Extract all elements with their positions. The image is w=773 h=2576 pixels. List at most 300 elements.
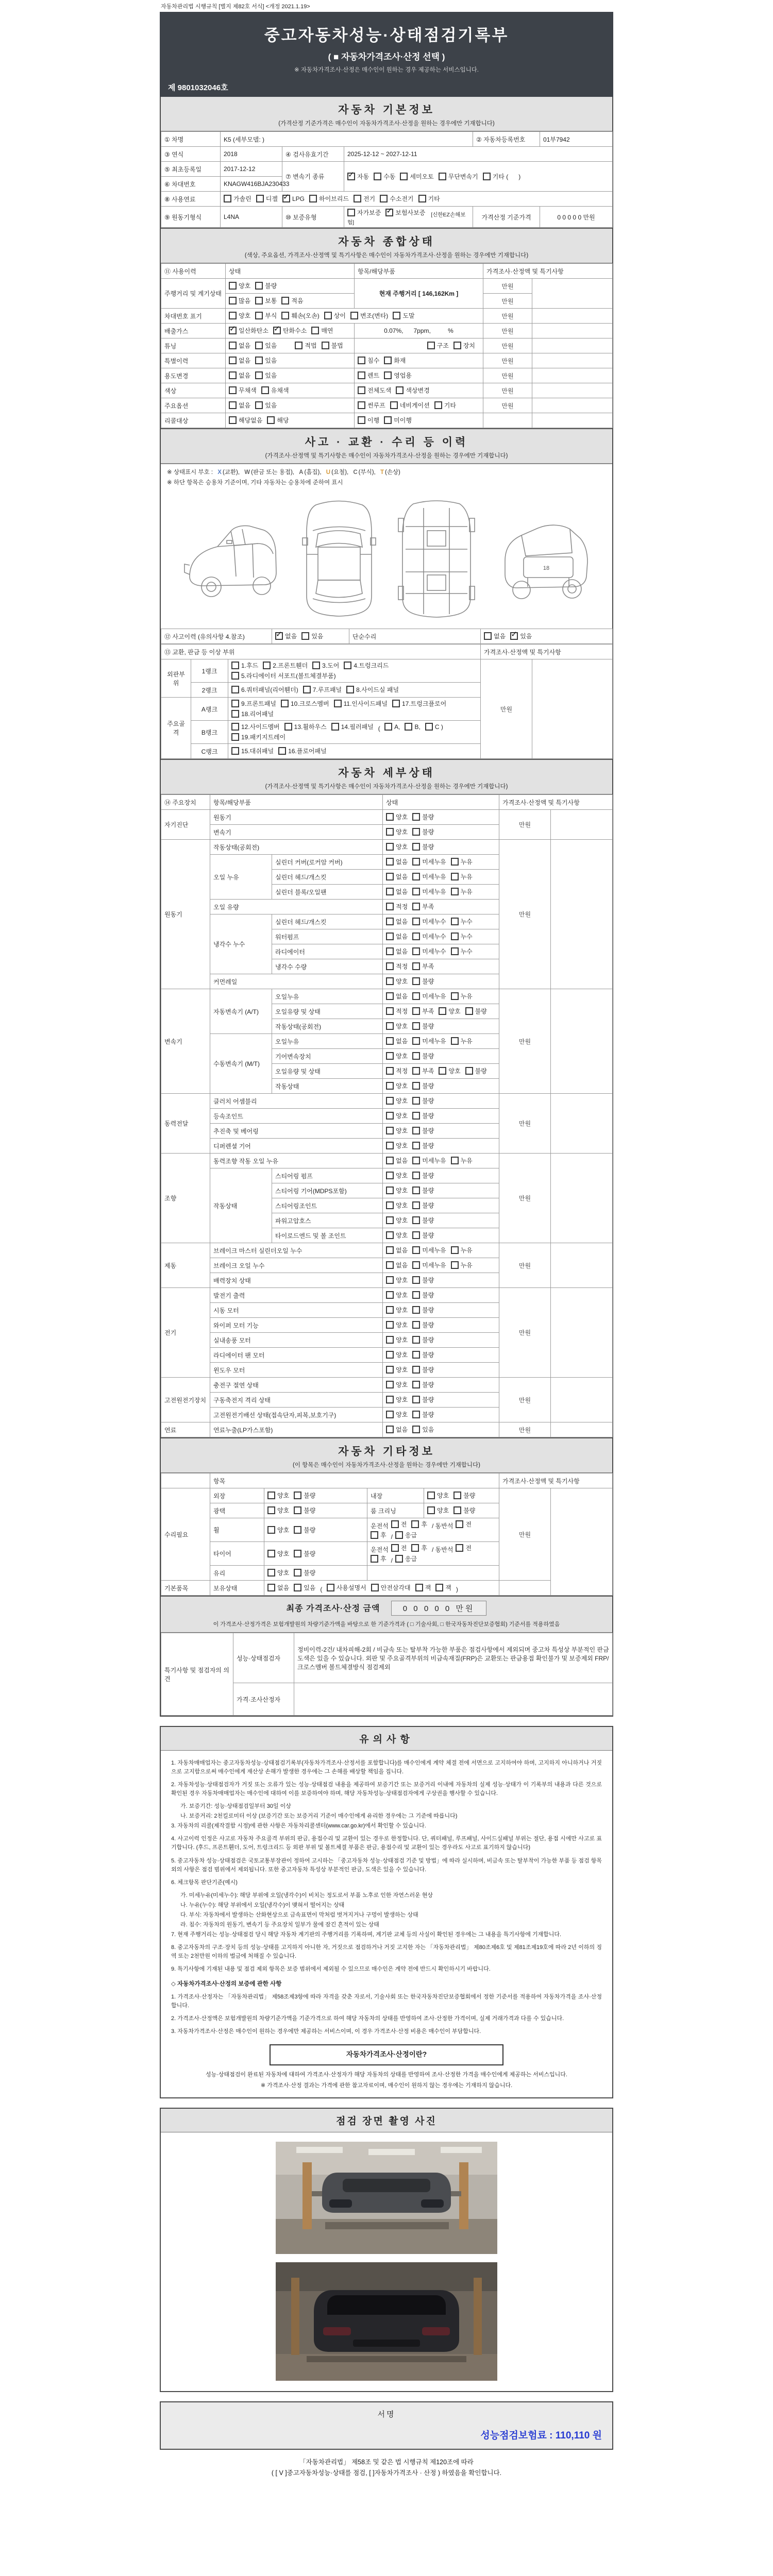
checkbox[interactable] (294, 1526, 301, 1534)
checkbox[interactable] (358, 357, 365, 364)
checkbox-option[interactable] (294, 1491, 315, 1500)
checkbox-option[interactable] (405, 723, 420, 731)
checkbox-option[interactable] (347, 172, 369, 181)
checkbox[interactable] (412, 1411, 420, 1418)
checkbox[interactable] (255, 297, 263, 304)
checkbox[interactable] (386, 1216, 394, 1224)
checkbox-option[interactable] (412, 857, 446, 866)
checked-checkbox[interactable] (347, 173, 355, 180)
checkbox-option[interactable] (267, 1568, 289, 1577)
checkbox-option[interactable] (412, 1186, 434, 1195)
checkbox[interactable] (255, 357, 263, 364)
checkbox-option[interactable] (412, 1022, 434, 1030)
checkbox[interactable] (322, 342, 329, 349)
checkbox[interactable] (324, 312, 332, 319)
checkbox[interactable] (412, 977, 420, 985)
checkbox-option[interactable] (386, 1216, 408, 1225)
checkbox[interactable] (465, 1067, 473, 1075)
checkbox-option[interactable] (229, 281, 250, 290)
checkbox-option[interactable] (267, 1583, 289, 1592)
checkbox-option[interactable] (453, 1506, 475, 1515)
checkbox[interactable] (229, 282, 237, 290)
checkbox[interactable] (386, 1231, 394, 1239)
checkbox[interactable] (412, 1187, 420, 1194)
checkbox[interactable] (295, 342, 303, 349)
checkbox-option[interactable] (412, 1096, 434, 1105)
checkbox-option[interactable] (439, 1066, 460, 1075)
checkbox[interactable] (386, 1097, 394, 1105)
checkbox-option[interactable] (224, 194, 251, 203)
checkbox-option[interactable] (294, 1568, 315, 1577)
checkbox[interactable] (451, 918, 459, 925)
checkbox-option[interactable] (393, 311, 414, 320)
checkbox-option[interactable] (412, 1081, 434, 1090)
checkbox[interactable] (412, 1067, 420, 1075)
checkbox[interactable] (267, 1492, 275, 1499)
checkbox-option[interactable] (396, 386, 429, 395)
checkbox[interactable] (451, 992, 459, 1000)
checkbox-option[interactable] (386, 887, 408, 896)
checkbox-option[interactable] (412, 1261, 446, 1269)
checkbox-option[interactable] (295, 341, 316, 350)
checkbox[interactable] (390, 401, 398, 409)
checkbox-option[interactable] (324, 311, 346, 320)
checkbox-option[interactable] (412, 1291, 434, 1299)
checkbox[interactable] (384, 416, 392, 424)
checkbox-option[interactable] (412, 1425, 434, 1434)
checkbox[interactable] (386, 813, 394, 821)
checkbox[interactable] (386, 1142, 394, 1149)
checkbox[interactable] (386, 1396, 394, 1403)
checkbox-option[interactable] (294, 1526, 315, 1534)
checkbox-option[interactable] (229, 371, 250, 380)
checkbox-option[interactable] (386, 1350, 408, 1359)
checkbox-option[interactable] (331, 722, 374, 731)
checkbox[interactable] (412, 1037, 420, 1045)
checkbox[interactable] (347, 209, 355, 216)
checkbox[interactable] (386, 1381, 394, 1388)
checkbox-option[interactable] (229, 386, 257, 395)
checkbox[interactable] (418, 195, 426, 202)
checkbox[interactable] (412, 1172, 420, 1179)
checkbox[interactable] (392, 700, 400, 707)
checkbox[interactable] (412, 1127, 420, 1134)
checkbox-option[interactable] (386, 1156, 408, 1165)
checkbox-option[interactable] (358, 356, 379, 365)
checkbox-option[interactable] (231, 671, 336, 680)
checkbox[interactable] (255, 371, 263, 379)
checkbox[interactable] (312, 662, 320, 669)
checkbox-option[interactable] (371, 1531, 386, 1539)
checkbox-option[interactable] (255, 311, 277, 320)
checkbox[interactable] (386, 1246, 394, 1254)
checkbox-option[interactable] (391, 1520, 407, 1529)
checkbox[interactable] (412, 888, 420, 895)
checkbox-option[interactable] (229, 416, 262, 425)
checkbox-option[interactable] (386, 1186, 408, 1195)
checkbox-option[interactable] (231, 685, 298, 694)
checkbox[interactable] (386, 977, 394, 985)
checkbox-option[interactable] (294, 1583, 315, 1592)
checkbox[interactable] (229, 401, 237, 409)
checkbox[interactable] (386, 1022, 394, 1030)
checkbox[interactable] (412, 1276, 420, 1284)
checkbox[interactable] (311, 327, 319, 334)
checkbox-option[interactable] (267, 1549, 289, 1558)
checkbox-option[interactable] (412, 827, 434, 836)
checkbox-option[interactable] (412, 1380, 434, 1389)
checkbox[interactable] (412, 1007, 420, 1015)
checkbox[interactable] (386, 1276, 394, 1284)
checkbox[interactable] (412, 1306, 420, 1314)
checkbox[interactable] (358, 401, 365, 409)
checkbox[interactable] (453, 342, 461, 349)
checkbox-option[interactable] (386, 812, 408, 821)
checkbox[interactable] (386, 888, 394, 895)
checkbox-option[interactable] (384, 356, 406, 365)
checkbox[interactable] (439, 1067, 446, 1075)
checkbox[interactable] (380, 195, 388, 202)
checkbox-option[interactable] (386, 1096, 408, 1105)
checkbox[interactable] (231, 733, 239, 741)
checkbox-option[interactable] (483, 172, 521, 181)
checkbox[interactable] (434, 401, 442, 409)
checkbox-option[interactable] (385, 208, 425, 217)
checkbox[interactable] (374, 173, 381, 180)
checkbox-option[interactable] (256, 194, 278, 203)
checkbox[interactable] (412, 1142, 420, 1149)
checkbox-option[interactable] (451, 992, 473, 1001)
checkbox-option[interactable] (412, 1231, 434, 1240)
checkbox-option[interactable] (231, 747, 274, 755)
checkbox-option[interactable] (358, 401, 385, 410)
checkbox-option[interactable] (386, 1141, 408, 1150)
checkbox[interactable] (231, 747, 239, 755)
checkbox[interactable] (415, 1584, 423, 1591)
checkbox-option[interactable] (386, 1335, 408, 1344)
checkbox-option[interactable] (386, 1410, 408, 1419)
checkbox[interactable] (327, 1584, 334, 1591)
checkbox[interactable] (412, 1396, 420, 1403)
checkbox[interactable] (412, 1157, 420, 1164)
checkbox-option[interactable] (390, 401, 430, 410)
checkbox[interactable] (386, 1336, 394, 1344)
checkbox-option[interactable] (411, 1544, 427, 1552)
checkbox-option[interactable] (255, 341, 277, 350)
checkbox[interactable] (412, 1261, 420, 1269)
checkbox[interactable] (267, 1506, 275, 1514)
checkbox[interactable] (267, 1526, 275, 1534)
checkbox[interactable] (229, 297, 237, 304)
checkbox[interactable] (231, 686, 239, 693)
checkbox-option[interactable] (412, 1320, 434, 1329)
checkbox[interactable] (411, 1544, 419, 1552)
checkbox[interactable] (386, 1007, 394, 1015)
checkbox-option[interactable] (386, 1291, 408, 1299)
checkbox[interactable] (425, 723, 433, 731)
checkbox[interactable] (412, 1336, 420, 1344)
checkbox[interactable] (386, 1366, 394, 1374)
checkbox[interactable] (344, 662, 351, 669)
checkbox[interactable] (412, 873, 420, 880)
checkbox-option[interactable] (386, 902, 408, 911)
checkbox-option[interactable] (465, 1007, 487, 1015)
checkbox-option[interactable] (456, 1520, 472, 1529)
checkbox[interactable] (451, 873, 459, 880)
checkbox-option[interactable] (255, 296, 277, 305)
checkbox[interactable] (231, 700, 239, 707)
checkbox-option[interactable] (346, 685, 399, 694)
checkbox[interactable] (346, 686, 354, 693)
checkbox[interactable] (451, 888, 459, 895)
checkbox[interactable] (294, 1506, 301, 1514)
checkbox[interactable] (301, 632, 309, 640)
checkbox-option[interactable] (386, 1126, 408, 1135)
checkbox-option[interactable] (267, 1506, 289, 1515)
checkbox-option[interactable] (395, 1554, 417, 1563)
checkbox-option[interactable] (451, 1246, 473, 1255)
checkbox[interactable] (412, 1052, 420, 1060)
checkbox[interactable] (229, 342, 237, 349)
checkbox-option[interactable] (456, 1544, 472, 1552)
checkbox[interactable] (358, 386, 365, 394)
checkbox-option[interactable] (294, 1549, 315, 1558)
checkbox-option[interactable] (427, 1506, 449, 1515)
checkbox[interactable] (386, 873, 394, 880)
checkbox[interactable] (386, 1082, 394, 1090)
checkbox[interactable] (267, 416, 275, 424)
checkbox-option[interactable] (350, 311, 388, 320)
checkbox-option[interactable] (344, 661, 389, 670)
checkbox[interactable] (396, 386, 404, 394)
checkbox[interactable] (391, 1520, 399, 1528)
checkbox[interactable] (294, 1584, 301, 1591)
checkbox-option[interactable] (386, 1320, 408, 1329)
checkbox[interactable] (386, 1127, 394, 1134)
checkbox[interactable] (427, 1492, 435, 1499)
checkbox[interactable] (395, 1531, 403, 1539)
checkbox-option[interactable] (412, 1052, 434, 1060)
checked-checkbox[interactable] (275, 632, 283, 640)
checkbox[interactable] (231, 710, 239, 718)
checked-checkbox[interactable] (385, 209, 393, 216)
checkbox[interactable] (303, 686, 311, 693)
checkbox-option[interactable] (412, 1007, 434, 1015)
checkbox[interactable] (412, 962, 420, 970)
checkbox[interactable] (267, 1569, 275, 1577)
checkbox[interactable] (391, 1544, 399, 1552)
checkbox-option[interactable] (451, 1037, 473, 1045)
checkbox-option[interactable] (412, 1171, 434, 1180)
checkbox[interactable] (411, 1520, 419, 1528)
checkbox-option[interactable] (395, 1531, 417, 1539)
checkbox-option[interactable] (412, 1350, 434, 1359)
checkbox[interactable] (400, 173, 408, 180)
checkbox-option[interactable] (309, 194, 349, 203)
checkbox-option[interactable] (412, 887, 446, 896)
checkbox-option[interactable] (434, 401, 456, 410)
checkbox[interactable] (284, 723, 292, 731)
checkbox[interactable] (386, 992, 394, 1000)
checkbox[interactable] (386, 1411, 394, 1418)
checkbox[interactable] (451, 1246, 459, 1254)
checkbox[interactable] (386, 933, 394, 940)
checkbox[interactable] (371, 1584, 379, 1591)
checkbox-option[interactable] (453, 341, 475, 350)
checkbox-option[interactable] (412, 1201, 434, 1210)
checkbox[interactable] (386, 1306, 394, 1314)
checkbox-option[interactable] (425, 723, 443, 731)
checkbox[interactable] (412, 1366, 420, 1374)
checkbox[interactable] (294, 1569, 301, 1577)
checkbox-option[interactable] (386, 1201, 408, 1210)
checkbox[interactable] (261, 386, 269, 394)
checkbox-option[interactable] (386, 977, 408, 986)
checkbox-option[interactable] (451, 932, 473, 941)
checkbox[interactable] (386, 1157, 394, 1164)
checkbox-option[interactable] (229, 401, 250, 410)
checkbox[interactable] (256, 195, 264, 202)
checkbox-option[interactable] (255, 401, 277, 410)
checkbox-option[interactable] (229, 356, 250, 365)
checkbox[interactable] (229, 312, 237, 319)
checkbox-option[interactable] (358, 371, 379, 380)
checkbox-option[interactable] (484, 632, 506, 640)
checkbox-option[interactable] (415, 1583, 431, 1592)
checkbox-option[interactable] (386, 1306, 408, 1314)
checkbox-option[interactable] (451, 1156, 473, 1165)
checkbox-option[interactable] (411, 1520, 427, 1529)
checkbox[interactable] (255, 312, 263, 319)
checkbox[interactable] (371, 1555, 378, 1563)
checkbox-option[interactable] (386, 842, 408, 851)
checkbox-option[interactable] (354, 194, 375, 203)
checkbox[interactable] (371, 1531, 378, 1539)
checkbox[interactable] (412, 933, 420, 940)
checkbox-option[interactable] (451, 887, 473, 896)
checkbox-option[interactable] (255, 356, 277, 365)
checkbox-option[interactable] (261, 386, 289, 395)
checkbox[interactable] (386, 1052, 394, 1060)
checkbox[interactable] (229, 386, 237, 394)
checkbox-option[interactable] (386, 1052, 408, 1060)
checkbox[interactable] (354, 195, 361, 202)
checkbox-option[interactable] (386, 992, 408, 1001)
checkbox-option[interactable] (273, 326, 307, 335)
checkbox-option[interactable] (371, 1583, 411, 1592)
checkbox-option[interactable] (412, 1246, 446, 1255)
checkbox[interactable] (412, 1291, 420, 1299)
checkbox[interactable] (386, 1067, 394, 1075)
checkbox-option[interactable] (284, 722, 327, 731)
checkbox-option[interactable] (412, 977, 434, 986)
checkbox-option[interactable] (327, 1583, 366, 1592)
checkbox[interactable] (358, 416, 365, 424)
checked-checkbox[interactable] (229, 327, 237, 334)
checkbox-option[interactable] (451, 872, 473, 881)
checkbox-option[interactable] (412, 842, 434, 851)
checkbox-option[interactable] (231, 709, 274, 718)
checkbox-option[interactable] (439, 172, 478, 181)
checkbox-option[interactable] (412, 872, 446, 881)
checked-checkbox[interactable] (282, 195, 290, 202)
checkbox-option[interactable] (278, 747, 327, 755)
checkbox-option[interactable] (392, 699, 446, 708)
checkbox-option[interactable] (229, 296, 250, 305)
checkbox-option[interactable] (386, 1246, 408, 1255)
checkbox[interactable] (412, 828, 420, 836)
checkbox[interactable] (229, 416, 237, 424)
checkbox-option[interactable] (412, 1141, 434, 1150)
checkbox-option[interactable] (386, 1066, 408, 1075)
checkbox[interactable] (350, 312, 358, 319)
checkbox[interactable] (386, 1291, 394, 1299)
checkbox[interactable] (386, 962, 394, 970)
checkbox[interactable] (412, 1097, 420, 1105)
checkbox[interactable] (412, 992, 420, 1000)
checkbox[interactable] (412, 918, 420, 925)
checkbox[interactable] (267, 1550, 275, 1557)
checkbox-option[interactable] (294, 1506, 315, 1515)
checked-checkbox[interactable] (273, 327, 281, 334)
checkbox[interactable] (386, 1321, 394, 1329)
checkbox-option[interactable] (412, 1410, 434, 1419)
checkbox-option[interactable] (267, 1526, 289, 1534)
checkbox-option[interactable] (229, 326, 268, 335)
checkbox-option[interactable] (311, 326, 333, 335)
checkbox-option[interactable] (386, 1276, 408, 1284)
checkbox[interactable] (386, 858, 394, 866)
checkbox[interactable] (439, 1007, 446, 1015)
checkbox[interactable] (294, 1492, 301, 1499)
checkbox-option[interactable] (412, 1395, 434, 1404)
checkbox[interactable] (386, 1261, 394, 1269)
checkbox[interactable] (412, 1351, 420, 1359)
checkbox-option[interactable] (386, 1022, 408, 1030)
checkbox-option[interactable] (281, 699, 329, 708)
checkbox-option[interactable] (229, 311, 250, 320)
checkbox[interactable] (412, 903, 420, 910)
checkbox[interactable] (412, 1426, 420, 1433)
checkbox[interactable] (386, 1172, 394, 1179)
checkbox[interactable] (386, 828, 394, 836)
checkbox-option[interactable] (303, 685, 342, 694)
checkbox-option[interactable] (386, 827, 408, 836)
checkbox-option[interactable] (453, 1491, 475, 1500)
checkbox[interactable] (405, 723, 412, 731)
checkbox[interactable] (451, 1261, 459, 1269)
checkbox-option[interactable] (412, 1037, 446, 1045)
checkbox-option[interactable] (386, 1171, 408, 1180)
checkbox-option[interactable] (263, 661, 308, 670)
checkbox[interactable] (281, 297, 289, 304)
checkbox-option[interactable] (281, 311, 319, 320)
checkbox-option[interactable] (412, 1276, 434, 1284)
checkbox-option[interactable] (451, 917, 473, 926)
checkbox-option[interactable] (439, 1007, 460, 1015)
checkbox[interactable] (386, 918, 394, 925)
checkbox[interactable] (231, 672, 239, 680)
checkbox[interactable] (484, 632, 492, 640)
checkbox[interactable] (412, 813, 420, 821)
checkbox[interactable] (412, 1112, 420, 1120)
checkbox-option[interactable] (386, 917, 408, 926)
checkbox-option[interactable] (465, 1066, 487, 1075)
checkbox-option[interactable] (231, 661, 258, 670)
checkbox-option[interactable] (510, 632, 532, 640)
checkbox[interactable] (263, 662, 271, 669)
checkbox[interactable] (456, 1544, 463, 1552)
